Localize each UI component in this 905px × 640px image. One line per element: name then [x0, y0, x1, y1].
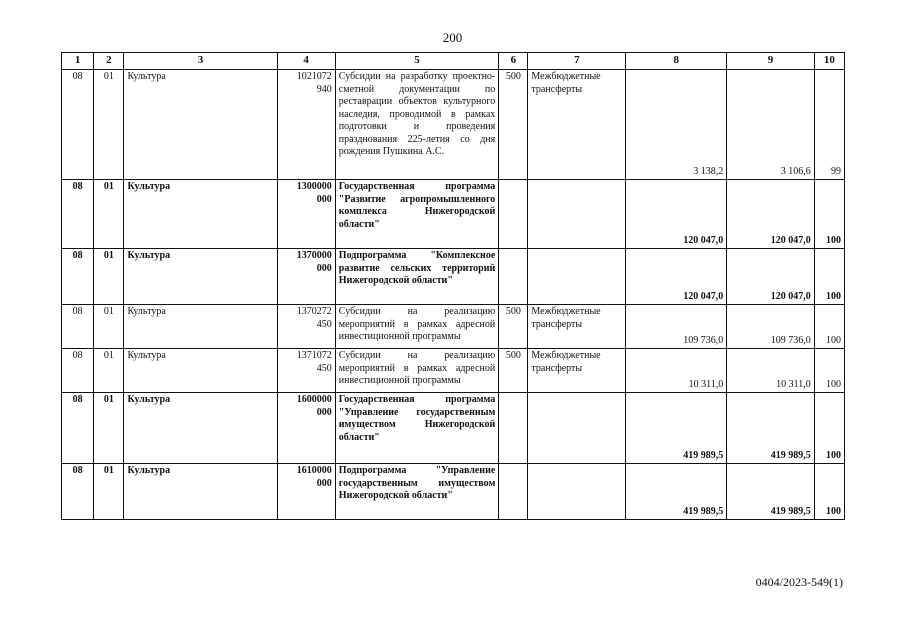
section-name: Культура [124, 393, 277, 464]
execution-percent: 100 [814, 249, 844, 305]
executed-amount: 419 989,5 [727, 393, 814, 464]
expense-type-name [528, 464, 626, 520]
column-header: 1 [62, 53, 94, 70]
target-article-code: 1600000 000 [277, 393, 335, 464]
target-article-code: 1610000 000 [277, 464, 335, 520]
subsection-code: 01 [94, 393, 124, 464]
column-header: 2 [94, 53, 124, 70]
execution-percent: 100 [814, 349, 844, 393]
expense-type-name: Межбюджетные трансферты [528, 349, 626, 393]
page-number: 200 [442, 30, 463, 45]
expense-type-name [528, 180, 626, 249]
column-header: 3 [124, 53, 277, 70]
expense-description: Субсидии на разработку проектно-сметной документации по реставрации объектов культурного наследия, проводимой в рамках подготовки и проведения празднования 225-летия со дня рождения Пушкина А.С. [335, 70, 498, 180]
table-row [62, 393, 845, 464]
expense-type-code [499, 464, 528, 520]
planned-amount: 120 047,0 [626, 249, 727, 305]
expense-type-name: Межбюджетные трансферты [528, 305, 626, 349]
column-header: 5 [335, 53, 498, 70]
section-code: 08 [62, 393, 94, 464]
execution-percent: 100 [814, 393, 844, 464]
execution-percent: 100 [814, 464, 844, 520]
section-code: 08 [62, 70, 94, 180]
target-article-code: 1371072 450 [277, 349, 335, 393]
section-name: Культура [124, 180, 277, 249]
section-code: 08 [62, 464, 94, 520]
table-row [62, 180, 845, 249]
planned-amount: 419 989,5 [626, 393, 727, 464]
expense-description: Подпрограмма "Управление государственным имуществом Нижегородской области" [335, 464, 498, 520]
target-article-code: 1300000 000 [277, 180, 335, 249]
planned-amount: 120 047,0 [626, 180, 727, 249]
planned-amount: 3 138,2 [626, 70, 727, 180]
executed-amount: 109 736,0 [727, 305, 814, 349]
expense-type-code: 500 [499, 70, 528, 180]
expense-description: Субсидии на реализацию мероприятий в рамках адресной инвестиционной программы [335, 305, 498, 349]
executed-amount: 3 106,6 [727, 70, 814, 180]
planned-amount: 419 989,5 [626, 464, 727, 520]
executed-amount: 120 047,0 [727, 249, 814, 305]
executed-amount: 120 047,0 [727, 180, 814, 249]
subsection-code: 01 [94, 180, 124, 249]
planned-amount: 109 736,0 [626, 305, 727, 349]
execution-percent: 99 [814, 70, 844, 180]
column-header: 7 [528, 53, 626, 70]
target-article-code: 1021072 940 [277, 70, 335, 180]
expense-description: Государственная программа "Управление государственным имуществом Нижегородской области" [335, 393, 498, 464]
column-header: 6 [499, 53, 528, 70]
expense-type-code [499, 180, 528, 249]
document-id: 0404/2023-549(1) [755, 575, 843, 589]
expense-description: Подпрограмма "Комплексное развитие сельских территорий Нижегородской области" [335, 249, 498, 305]
expense-type-code [499, 393, 528, 464]
column-header: 10 [814, 53, 844, 70]
column-header: 8 [626, 53, 727, 70]
subsection-code: 01 [94, 249, 124, 305]
column-header: 9 [727, 53, 814, 70]
execution-percent: 100 [814, 180, 844, 249]
expense-type-code: 500 [499, 305, 528, 349]
executed-amount: 10 311,0 [727, 349, 814, 393]
section-name: Культура [124, 464, 277, 520]
section-name: Культура [124, 349, 277, 393]
section-code: 08 [62, 305, 94, 349]
target-article-code: 1370272 450 [277, 305, 335, 349]
table-row [62, 464, 845, 520]
subsection-code: 01 [94, 305, 124, 349]
planned-amount: 10 311,0 [626, 349, 727, 393]
section-code: 08 [62, 180, 94, 249]
budget-table [61, 52, 845, 520]
section-name: Культура [124, 305, 277, 349]
section-code: 08 [62, 249, 94, 305]
expense-type-name [528, 249, 626, 305]
subsection-code: 01 [94, 349, 124, 393]
expense-description: Государственная программа "Развитие агропромышленного комплекса Нижегородской области" [335, 180, 498, 249]
expense-type-code [499, 249, 528, 305]
table-row [62, 349, 845, 393]
execution-percent: 100 [814, 305, 844, 349]
subsection-code: 01 [94, 70, 124, 180]
expense-type-code: 500 [499, 349, 528, 393]
section-name: Культура [124, 249, 277, 305]
table-row [62, 70, 845, 180]
expense-description: Субсидии на реализацию мероприятий в рамках адресной инвестиционной программы [335, 349, 498, 393]
table-row [62, 249, 845, 305]
table-row [62, 305, 845, 349]
executed-amount: 419 989,5 [727, 464, 814, 520]
subsection-code: 01 [94, 464, 124, 520]
section-name: Культура [124, 70, 277, 180]
table-header-row [62, 53, 845, 70]
expense-type-name [528, 393, 626, 464]
target-article-code: 1370000 000 [277, 249, 335, 305]
expense-type-name: Межбюджетные трансферты [528, 70, 626, 180]
section-code: 08 [62, 349, 94, 393]
column-header: 4 [277, 53, 335, 70]
